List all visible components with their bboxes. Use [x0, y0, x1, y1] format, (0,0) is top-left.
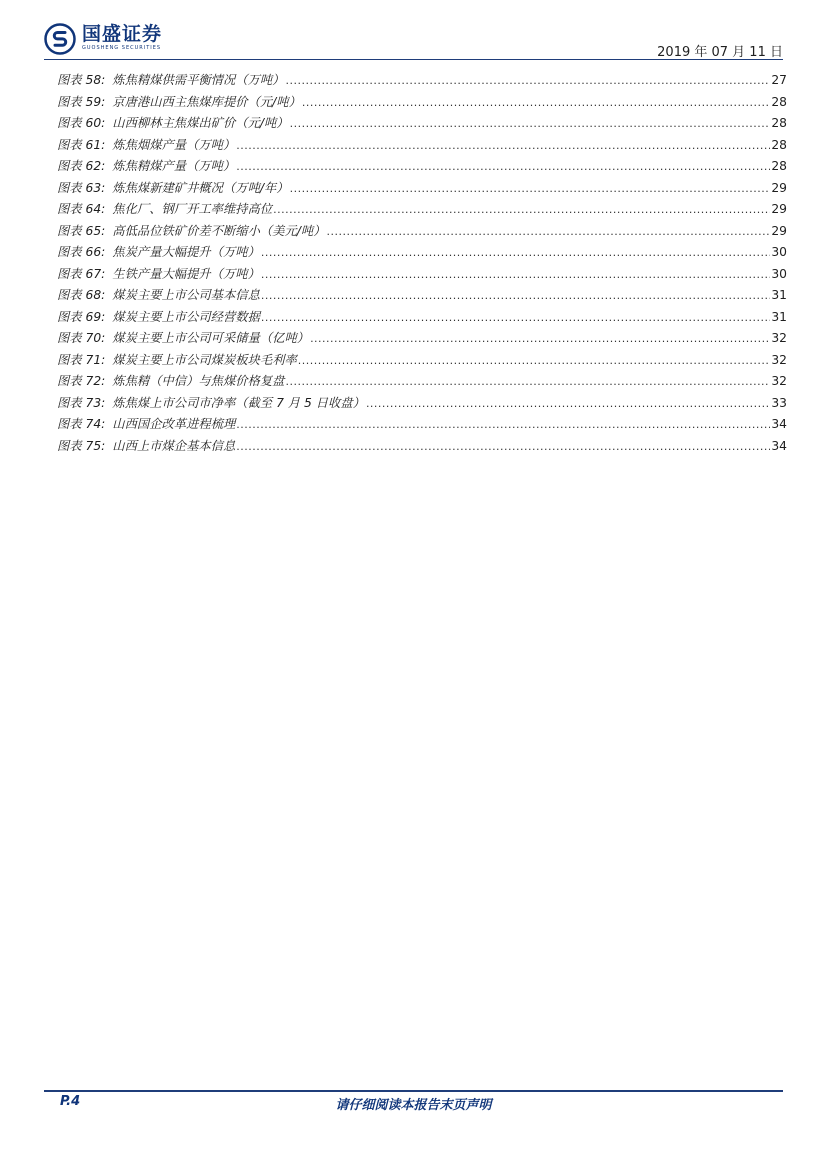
- figure-label: 图表 63:: [57, 180, 106, 195]
- toc-entry[interactable]: [57, 113, 787, 135]
- dot-leader: [310, 328, 770, 350]
- toc-entry[interactable]: [57, 156, 787, 178]
- page-ref: 28: [771, 137, 787, 152]
- figure-label: 图表 65:: [57, 223, 106, 238]
- figure-title: 山西上市煤企基本信息: [112, 438, 236, 453]
- figure-title: 煤炭主要上市公司经营数据: [112, 309, 260, 324]
- figure-title: 生铁产量大幅提升（万吨）: [112, 266, 260, 281]
- figure-label: 图表 67:: [57, 266, 106, 281]
- dot-leader: [236, 135, 770, 157]
- header-divider: [44, 59, 783, 60]
- toc-entry[interactable]: [57, 70, 787, 92]
- figure-label: 图表 62:: [57, 159, 106, 173]
- toc-entry[interactable]: [57, 135, 787, 157]
- figure-index-list: [57, 70, 787, 457]
- toc-entry[interactable]: [57, 178, 787, 200]
- report-date: 2019 年 07 月 11 日: [657, 45, 783, 60]
- figure-title: 炼焦烟煤产量（万吨）: [112, 137, 236, 152]
- figure-label: 图表 69:: [57, 309, 106, 324]
- figure-label: 图表 59:: [57, 94, 106, 109]
- toc-entry[interactable]: [57, 264, 787, 286]
- guosheng-logo-icon: [44, 23, 76, 55]
- footer-divider: [44, 1090, 783, 1092]
- page-ref: 33: [771, 395, 787, 410]
- figure-title: 山西国企改革进程梳理: [112, 417, 236, 431]
- figure-title: 炼焦煤新建矿井概况（万吨/年）: [112, 180, 289, 195]
- toc-entry[interactable]: [57, 350, 787, 372]
- logo-subtext: GUOSHENG SECURITIES: [82, 45, 162, 51]
- toc-entry[interactable]: [57, 393, 787, 415]
- toc-entry[interactable]: [57, 221, 787, 243]
- figure-label: 图表 73:: [57, 395, 106, 410]
- dot-leader: [366, 393, 770, 415]
- dot-leader: [261, 264, 770, 286]
- dot-leader: [290, 113, 771, 135]
- dot-leader: [261, 307, 770, 329]
- page-ref: 31: [771, 309, 787, 324]
- page-ref: 34: [771, 417, 787, 431]
- dot-leader: [298, 350, 771, 372]
- page-header: [0, 0, 827, 70]
- dot-leader: [285, 371, 770, 393]
- toc-entry[interactable]: [57, 414, 787, 436]
- dot-leader: [261, 285, 770, 307]
- toc-entry[interactable]: [57, 199, 787, 221]
- figure-label: 图表 66:: [57, 245, 106, 259]
- figure-title: 煤炭主要上市公司基本信息: [112, 288, 260, 302]
- figure-label: 图表 70:: [57, 331, 106, 345]
- toc-entry[interactable]: [57, 371, 787, 393]
- dot-leader: [302, 92, 770, 114]
- figure-title: 焦化厂、钢厂开工率维持高位: [112, 202, 273, 216]
- dot-leader: [327, 221, 771, 243]
- toc-entry[interactable]: [57, 328, 787, 350]
- page-number: P.4: [60, 1094, 81, 1109]
- page-ref: 32: [771, 374, 787, 388]
- toc-entry[interactable]: [57, 436, 787, 458]
- page-ref: 30: [771, 245, 787, 259]
- page-ref: 31: [771, 288, 787, 302]
- figure-title: 煤炭主要上市公司煤炭板块毛利率: [112, 352, 297, 367]
- page-ref: 28: [771, 116, 787, 130]
- figure-title: 焦炭产量大幅提升（万吨）: [112, 245, 260, 259]
- dot-leader: [236, 436, 770, 458]
- figure-label: 图表 74:: [57, 417, 106, 431]
- page-ref: 32: [771, 352, 787, 367]
- disclaimer-note: 请仔细阅读本报告末页声明: [335, 1098, 492, 1113]
- figure-title: 炼焦精（中信）与焦煤价格复盘: [112, 374, 285, 388]
- figure-label: 图表 71:: [57, 352, 106, 367]
- dot-leader: [273, 199, 770, 221]
- figure-label: 图表 68:: [57, 288, 106, 302]
- dot-leader: [285, 70, 770, 92]
- figure-label: 图表 72:: [57, 374, 106, 388]
- dot-leader: [261, 242, 770, 264]
- figure-label: 图表 58:: [57, 73, 106, 87]
- page-ref: 29: [771, 180, 787, 195]
- figure-label: 图表 75:: [57, 438, 106, 453]
- page-ref: 28: [771, 94, 787, 109]
- toc-entry[interactable]: [57, 307, 787, 329]
- figure-title: 山西柳林主焦煤出矿价（元/吨）: [112, 116, 289, 130]
- figure-title: 高低品位铁矿价差不断缩小（美元/吨）: [112, 223, 326, 238]
- figure-title: 炼焦精煤供需平衡情况（万吨）: [112, 73, 285, 87]
- toc-entry[interactable]: [57, 242, 787, 264]
- page-ref: 28: [771, 159, 787, 173]
- figure-title: 京唐港山西主焦煤库提价（元/吨）: [112, 94, 301, 109]
- figure-label: 图表 61:: [57, 137, 106, 152]
- toc-entry[interactable]: [57, 285, 787, 307]
- dot-leader: [290, 178, 771, 200]
- figure-title: 炼焦精煤产量（万吨）: [112, 159, 236, 173]
- logo-wordmark: 国盛证券: [82, 23, 163, 45]
- company-logo: [44, 23, 162, 61]
- toc-entry[interactable]: [57, 92, 787, 114]
- page-ref: 29: [771, 202, 787, 216]
- dot-leader: [236, 156, 770, 178]
- page-ref: 34: [771, 438, 787, 453]
- page-ref: 27: [771, 73, 787, 87]
- page-ref: 29: [771, 223, 787, 238]
- page-ref: 30: [771, 266, 787, 281]
- figure-title: 炼焦煤上市公司市净率（截至 7 月 5 日收盘）: [112, 395, 365, 410]
- page-ref: 32: [771, 331, 787, 345]
- figure-label: 图表 64:: [57, 202, 106, 216]
- figure-label: 图表 60:: [57, 116, 106, 130]
- dot-leader: [236, 414, 770, 436]
- figure-title: 煤炭主要上市公司可采储量（亿吨）: [112, 331, 310, 345]
